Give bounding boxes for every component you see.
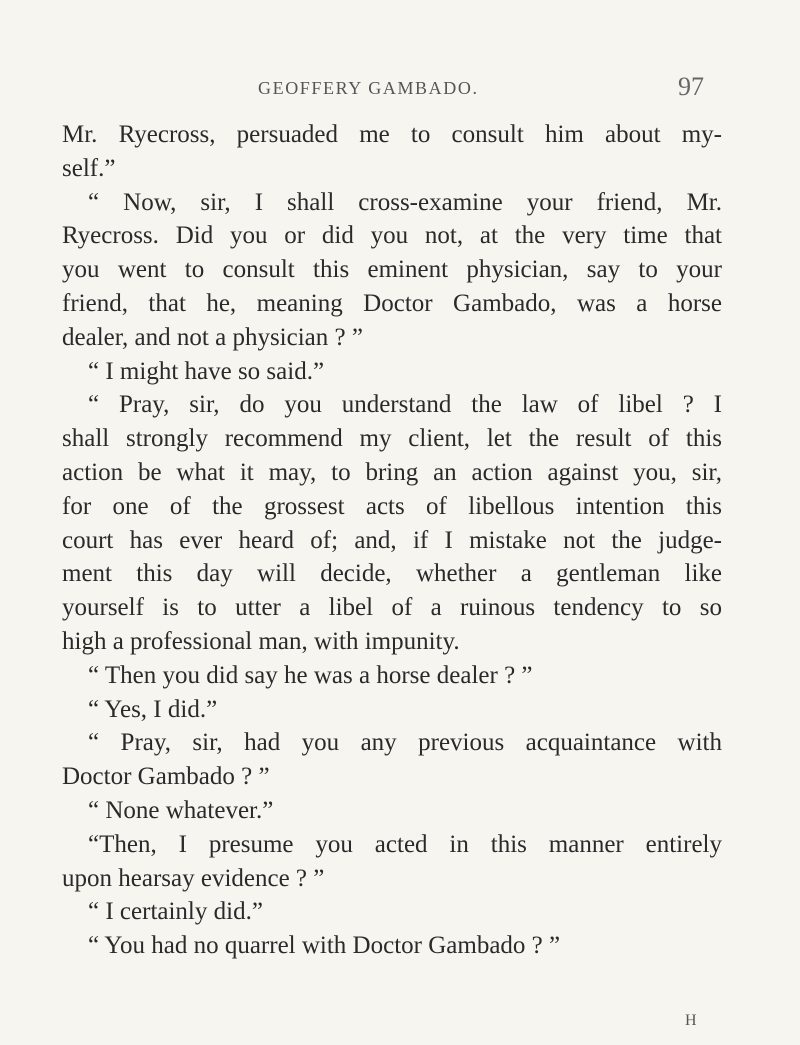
- text-line: for one of the grossest acts of libellous intention this: [62, 492, 722, 520]
- page-number: 97: [678, 72, 704, 101]
- text-line: ment this day will decide, whether a gentleman like: [62, 560, 722, 588]
- text-line: “ Yes, I did.”: [88, 695, 218, 723]
- text-line: “ You had no quarrel with Doctor Gambado ? ”: [88, 932, 561, 960]
- text-line: Doctor Gambado ? ”: [62, 763, 270, 791]
- text-line: shall strongly recommend my client, let the result of this: [62, 425, 722, 453]
- running-head-title: GEOFFERY GAMBADO.: [258, 78, 479, 98]
- text-line: friend, that he, meaning Doctor Gambado, was a horse: [62, 289, 722, 317]
- text-line: Ryecross. Did you or did you not, at the very time that: [62, 222, 722, 250]
- text-line: Mr. Ryecross, persuaded me to consult him about my-: [62, 121, 722, 148]
- signature-mark: H: [685, 1012, 697, 1029]
- text-line: “ I might have so said.”: [88, 357, 325, 385]
- text-line: upon hearsay evidence ? ”: [62, 864, 325, 892]
- text-line: “ I certainly did.”: [88, 898, 263, 926]
- text-line: yourself is to utter a libel of a ruinous tendency to so: [62, 594, 722, 622]
- text-line: “ Then you did say he was a horse dealer ? ”: [88, 661, 533, 689]
- text-line: “ Pray, sir, had you any previous acquaintance with: [88, 729, 722, 757]
- text-line: action be what it may, to bring an action against you, sir,: [62, 458, 722, 486]
- body-text: [62, 118, 722, 963]
- text-line: “ Pray, sir, do you understand the law of libel ? I: [88, 391, 722, 419]
- text-line: court has ever heard of; and, if I mistake not the judge-: [62, 526, 722, 554]
- text-line: high a professional man, with impunity.: [62, 627, 460, 655]
- text-line: “Then, I presume you acted in this manner entirely: [88, 830, 722, 858]
- running-head: [0, 72, 800, 108]
- text-line: “ None whatever.”: [88, 796, 274, 824]
- text-line: you went to consult this eminent physician, say to your: [62, 256, 722, 284]
- text-line: dealer, and not a physician ? ”: [62, 323, 363, 351]
- text-line: self.”: [62, 154, 116, 182]
- text-line: “ Now, sir, I shall cross-examine your friend, Mr.: [88, 188, 722, 216]
